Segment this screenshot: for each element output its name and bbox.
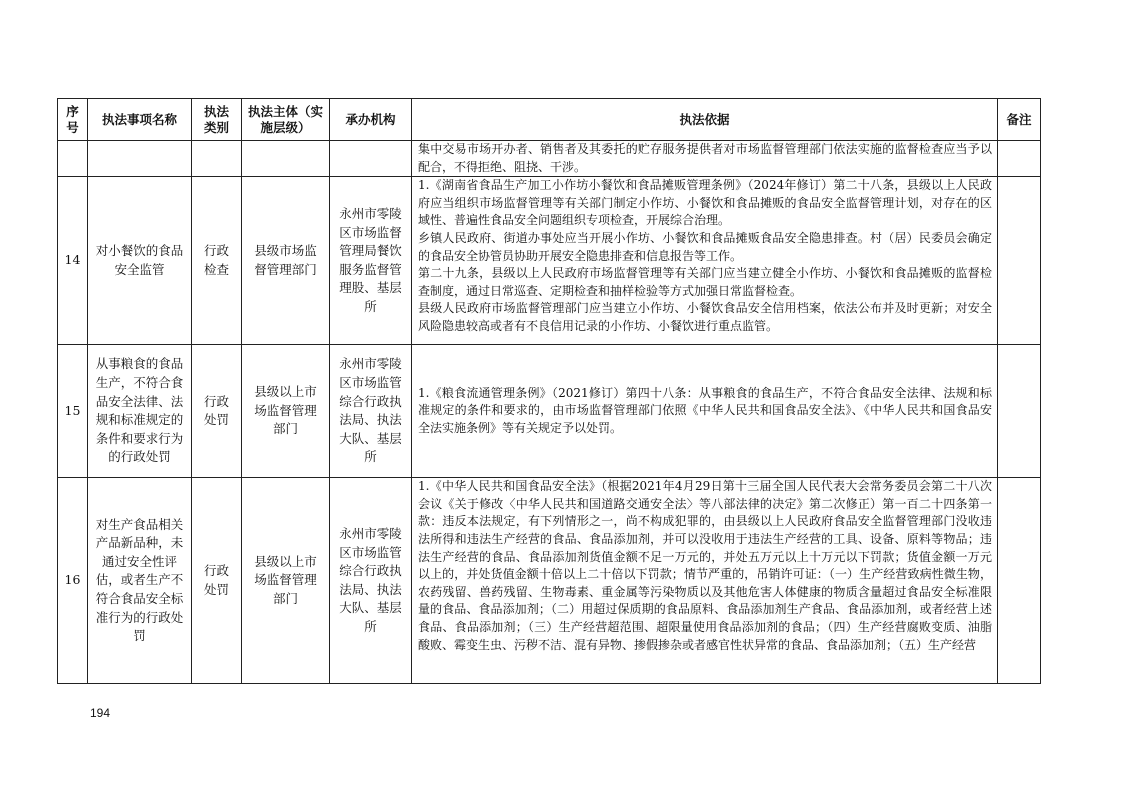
row-name: 从事粮食的食品生产，不符合食品安全法律、法规和标准规定的条件和要求行为的行政处罚 xyxy=(88,345,192,478)
row-subject: 县级以上市场监督管理部门 xyxy=(242,345,330,478)
row-subject: 县级以上市场监督管理部门 xyxy=(242,478,330,684)
row-basis xyxy=(412,478,998,684)
row-no xyxy=(58,141,88,177)
row-name: 对小餐饮的食品安全监管 xyxy=(88,177,192,345)
row-basis: 集中交易市场开办者、销售者及其委托的贮存服务提供者对市场监督管理部门依法实施的监督检查应当予以配合，不得拒绝、阻挠、干涉。 xyxy=(412,141,998,177)
row-subject: 县级市场监督管理部门 xyxy=(242,177,330,345)
row-type: 行政处罚 xyxy=(192,345,242,478)
row-no: 15 xyxy=(58,345,88,478)
row-type: 行政处罚 xyxy=(192,478,242,684)
header-type: 执法类别 xyxy=(192,99,242,141)
table-row xyxy=(58,345,1041,478)
header-no: 序号 xyxy=(58,99,88,141)
row-basis: 1.《湖南省食品生产加工小作坊小餐饮和食品摊贩管理条例》（2024年修订）第二十八条，县级以上人民政府应当组织市场监督管理等有关部门制定小作坊、小餐饮和食品摊贩的食品安全监督管理计划，对存在的区域性、普遍性食品安全问题组织专项检查，开展综合治理。 乡镇人民政府、街道办事处应当开展小作坊、小餐饮和食品摊贩食品安全隐患排查。村（居）民委员会确定的食品安全协管员协助开展安全隐患排查和信息报告等工作。 第二十九条，县级以上人民政府市场监督管理等有关部门应当建立健全小作坊、小餐饮和食品摊贩的监督检查制度，通过日常巡查、定期检查和抽样检验等方式加强日常监督检查。 县级人民政府市场监督管理部门应当建立小作坊、小餐饮食品安全信用档案，依法公布并及时更新；对安全风险隐患较高或者有不良信用记录的小作坊、小餐饮进行重点监管。 xyxy=(412,177,998,345)
header-name: 执法事项名称 xyxy=(88,99,192,141)
table-row xyxy=(58,177,1041,345)
row-org: 永州市零陵区市场监管综合行政执法局、执法大队、基层所 xyxy=(330,478,412,684)
row-name: 对生产食品相关产品新品种，未通过安全性评估，或者生产不符合食品安全标准行为的行政处罚 xyxy=(88,478,192,684)
page-number: 194 xyxy=(90,706,111,720)
row-note xyxy=(998,141,1041,177)
row-basis: 1.《粮食流通管理条例》（2021修订）第四十八条：从事粮食的食品生产，不符合食品安全法律、法规和标准规定的条件和要求的，由市场监督管理部门依照《中华人民共和国食品安全法》、《中华人民共和国食品安全法实施条例》等有关规定予以处罚。 xyxy=(412,345,998,478)
row-type: 行政检查 xyxy=(192,177,242,345)
table-row xyxy=(58,478,1041,684)
row-note xyxy=(998,478,1041,684)
row-org: 永州市零陵区市场监管综合行政执法局、执法大队、基层所 xyxy=(330,345,412,478)
table-row xyxy=(58,141,1041,177)
row-type xyxy=(192,141,242,177)
row-name xyxy=(88,141,192,177)
row-org: 永州市零陵区市场监督管理局餐饮服务监督管理股、基层所 xyxy=(330,177,412,345)
row-basis-clip: 1.《中华人民共和国食品安全法》（根据2021年4月29日第十三届全国人民代表大会常务委员会第二十八次会议《关于修改〈中华人民共和国道路交通安全法〉等八部法律的决定》第二次修正）第一百二十四条第一款：违反本法规定，有下列情形之一，尚不构成犯罪的，由县级以上人民政府食品安全监督管理部门没收违法所得和违法生产经营的食品、食品添加剂，并可以没收用于违法生产经营的工具、设备、原料等物品；违法生产经营的食品、食品添加剂货值金额不足一万元的，并处五万元以上十万元以下罚款；货值金额一万元以上的，并处货值金额十倍以上二十倍以下罚款；情节严重的，吊销许可证：（一）生产经营致病性微生物，农药残留、兽药残留、生物毒素、重金属等污染物质以及其他危害人体健康的物质含量超过食品安全标准限量的食品、食品添加剂；（二）用超过保质期的食品原料、食品添加剂生产食品、食品添加剂，或者经营上述食品、食品添加剂；（三）生产经营超范围、超限量使用食品添加剂的食品；（四）生产经营腐败变质、油脂酸败、霉变生虫、污秽不洁、混有异物、掺假掺杂或者感官性状异常的食品、食品添加剂；（五）生产经营 xyxy=(418,479,992,652)
row-no: 14 xyxy=(58,177,88,345)
header-basis: 执法依据 xyxy=(412,99,998,141)
row-note xyxy=(998,177,1041,345)
row-no: 16 xyxy=(58,478,88,684)
enforcement-table xyxy=(57,98,1041,684)
row-subject xyxy=(242,141,330,177)
header-org: 承办机构 xyxy=(330,99,412,141)
header-row xyxy=(58,99,1041,141)
row-note xyxy=(998,345,1041,478)
header-note: 备注 xyxy=(998,99,1041,141)
header-subject: 执法主体（实施层级） xyxy=(242,99,330,141)
row-org xyxy=(330,141,412,177)
